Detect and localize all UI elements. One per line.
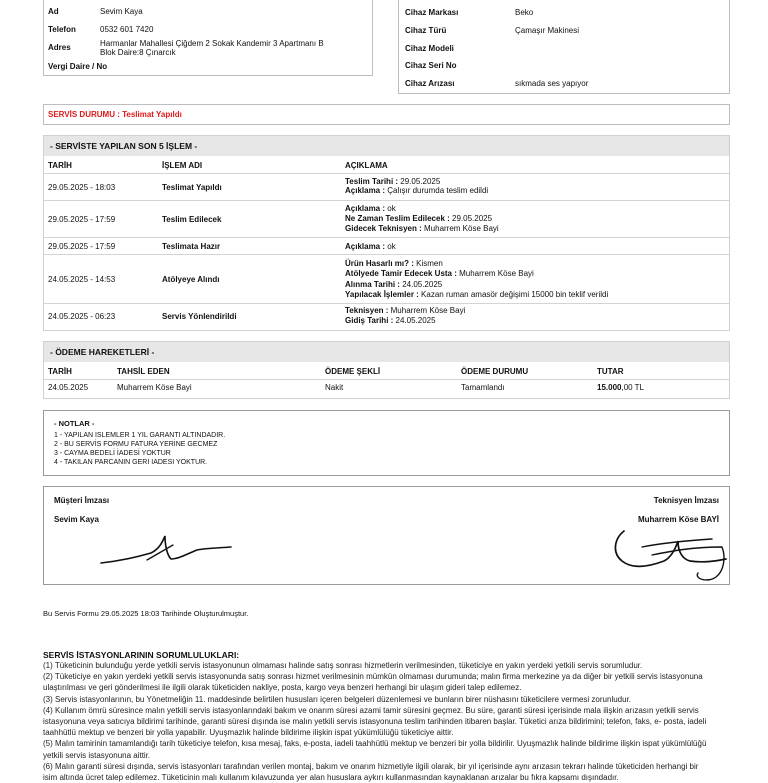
op-detail-key: Alınma Tarihi : [345,280,400,289]
operations-header-name: İŞLEM ADI [162,161,203,170]
table-row-name: Servis Yönlendirildi [162,312,237,321]
service-status-value: Teslimat Yapıldı [122,110,182,119]
responsibility-line: ulaştırılması ve geri gönderilmesi ile ilgili olarak tüketiciden nakliye, posta, kargo veya benzeri herhangi bir ulaşım gideri talep edilemez. [43,683,522,693]
table-row-date: 29.05.2025 - 18:03 [48,183,116,192]
responsibility-line: (5) Malın tamirinin tamamlandığı tarih tüketiciye telefon, kısa mesaj, faks, e-posta, iadeli taahhütlü mektup ve benzeri bir yolla bildirilir. Uyuşmazlık halinde bildirime ilişkin ispat yükümlülüğü [43,739,707,749]
op-detail-key: Açıklama : [345,204,386,213]
table-row-date: 24.05.2025 - 06:23 [48,312,116,321]
payment-amount: 15.000 [597,383,622,392]
op-detail-key: Açıklama : [345,242,386,251]
op-detail-key: Ürün Hasarlı mı? : [345,259,414,268]
payment-collector: Muharrem Köse Bayi [117,383,192,392]
payments-header-method: ÖDEME ŞEKLİ [325,367,381,376]
operations-header-desc: AÇIKLAMA [345,161,388,170]
op-detail-value: Muharrem Köse Bayi [388,306,466,315]
device-type-value: Çamaşır Makinesi [515,26,580,35]
payment-status: Tamamlandı [461,383,505,392]
customer-name-label: Ad [48,7,59,16]
table-row-date: 29.05.2025 - 17:59 [48,242,116,251]
payments-header-date: TARİH [48,367,72,376]
op-detail-value: Muharrem Köse Bayi [456,269,534,278]
op-detail-key: Ne Zaman Teslim Edilecek : [345,214,450,223]
device-fault-label: Cihaz Arızası [405,79,455,88]
op-detail-key: Atölyede Tamir Edecek Usta : [345,269,457,278]
customer-signature-name: Sevim Kaya [54,515,99,524]
signature-box [43,486,730,585]
payments-header-amount: TUTAR [597,367,624,376]
responsibility-line: (6) Malın garanti süresi dışında, servis istasyonları tarafından verilen montaj, bakım ve onarım hizmetiyle ilgili olarak, bir yıl içerisinde aynı arızasın tekrarı halinde tüketiciden herhangi bir [43,761,699,771]
responsibilities-text [43,660,755,783]
payment-method: Nakit [325,383,344,392]
table-row-name: Atölyeye Alındı [162,275,220,284]
service-status-label: SERVİS DURUMU : [48,110,120,119]
op-detail-value: Kismen [413,259,443,268]
op-detail-key: Gidecek Teknisyen : [345,224,422,233]
table-row-date: 29.05.2025 - 17:59 [48,215,116,224]
notes-title: - NOTLAR - [54,419,95,428]
responsibility-line: (3) Servis istasyonlarının, bu Yönetmeliğin 11. maddesinde belirtilen hususları içeren belgeleri düzenlemesi ve bunların birer nüshasını tüketicilere vermesi zorunludur. [43,694,632,704]
responsibility-line: yetkili servis istasyonuna aittir. [43,750,151,760]
op-detail-key: Açıklama : [345,186,386,195]
op-detail-key: Teslim Tarihi : [345,177,399,186]
customer-address-line1: Harmanlar Mahallesi Çiğdem 2 Sokak Kandemir 3 Apartmanı B [100,39,324,48]
responsibilities-title: SERVİS İSTASYONLARININ SORUMLULUKLARI: [43,650,240,660]
notes-box [43,410,730,476]
op-detail-value: ok [385,242,396,251]
payments-header-collector: TAHSİL EDEN [117,367,170,376]
service-status-box [43,104,730,125]
note-item: 4 - TAKILAN PARCANIN GERI IADESI YOKTUR. [54,459,208,466]
device-info-box [398,0,730,94]
tech-signature-name: Muharrem Köse BAYİ [637,515,719,524]
op-detail-value: 29.05.2025 [398,177,441,186]
table-row-date: 24.05.2025 - 14:53 [48,275,116,284]
device-brand-value: Beko [515,8,534,17]
customer-signature-drawing [99,527,239,572]
op-detail-value: 24.05.2025 [393,316,436,325]
tech-signature-label: Teknisyen İmzası [653,496,719,505]
form-created-text: Bu Servis Formu 29.05.2025 18:03 Tarihinde Oluşturulmuştur. [43,609,249,618]
op-detail-value: Muharrem Köse Bayi [421,224,499,233]
customer-info-box [43,0,373,76]
responsibility-line: (2) Tüketiciye en yakın yerdeki yetkili servis istasyonunda satış sonrası hizmet verilmesinin mümkün olmaması durumunda; malın firma merkezine ya da diğer bir yetkili servis istasyonuna [43,672,703,682]
responsibility-line: (1) Tüketicinin bulunduğu yerde yetkili servis istasyonunun olmaması halinde satış sonrası hizmetlerin verilmesinden, tüketiciye en yakın yerdeki yetkili servis sorumludur. [43,661,643,670]
device-brand-label: Cihaz Markası [405,8,459,17]
payments-title: - ÖDEME HAREKETLERİ - [44,342,729,362]
payments-header-status: ÖDEME DURUMU [461,367,529,376]
table-row-name: Teslimata Hazır [162,242,221,251]
op-detail-value: Kazan ruman amasör değişimi 15000 bin teklif verildi [418,290,609,299]
device-fault-value: sıkmada ses yapıyor [515,79,589,88]
note-item: 3 - CAYMA BEDELİ İADESİ YOKTUR [54,450,171,457]
responsibility-line: istasyonuna veya satıcıya bildirimi tarihinde, garanti süresi dışında ise malın yetkili servis istasyonuna teslim tarihinden itibaren başlar. Tüketici arıza bildirimini; telefon, faks, e- posta, iadeli [43,717,707,727]
customer-phone-value: 0532 601 7420 [100,25,154,34]
op-detail-value: Çalışır durumda teslim edildi [385,186,489,195]
op-detail-value: ok [385,204,396,213]
note-item: 1 - YAPILAN ISLEMLER 1 YIL GARANTI ALTINDADIR. [54,432,226,439]
table-row-name: Teslimat Yapıldı [162,183,222,192]
device-model-label: Cihaz Modeli [405,44,454,53]
operations-header-date: TARİH [48,161,72,170]
payment-amount-decimal: ,00 TL [621,383,645,392]
op-detail-value: 24.05.2025 [399,280,443,289]
customer-phone-label: Telefon [48,25,76,34]
responsibility-line: (4) Kullanım ömrü süresince malın yetkili servis istasyonlarındaki bakım ve onarım süresi azami tamir süresini geçmez. Bu süre, garanti süresi içerisinde mala ilişkin arızasın yetkili servis [43,705,699,715]
note-item: 2 - BU SERVİS FORMU FATURA YERİNE GECMEZ [54,441,218,448]
op-detail-value: 29.05.2025 [449,214,493,223]
customer-name-value: Sevim Kaya [100,7,143,16]
customer-signature-label: Müşteri İmzası [54,496,110,505]
tech-signature-drawing [612,517,732,587]
customer-tax-label: Vergi Daire / No [48,62,108,71]
payment-date: 24.05.2025 [48,383,89,392]
op-detail-key: Teknisyen : [345,306,389,315]
operations-title: - SERVİSTE YAPILAN SON 5 İŞLEM - [44,136,729,156]
responsibility-line: taahhütlü mektup ve benzeri bir yolla yapabilir. Uyuşmazlık halinde bildirime ilişkin ispat yükümlülüğü tüketiciye aittir. [43,728,454,738]
op-detail-key: Yapılacak İşlemler : [345,290,419,299]
customer-address-label: Adres [48,43,71,52]
device-serial-label: Cihaz Seri No [405,61,457,70]
op-detail-key: Gidiş Tarihi : [345,316,394,325]
customer-address-line2: Blok Daire:8 Çınarcık [100,48,176,57]
device-type-label: Cihaz Türü [405,26,447,35]
responsibility-line: isim altında ücret talep edilemez. Tüketicinin malı kullanım kılavuzunda yer alan hususlara aykırı kullanmasından kaynaklanan arızalar bu fıkra kapsamı dışındadır. [43,773,619,783]
table-row-name: Teslim Edilecek [162,215,222,224]
